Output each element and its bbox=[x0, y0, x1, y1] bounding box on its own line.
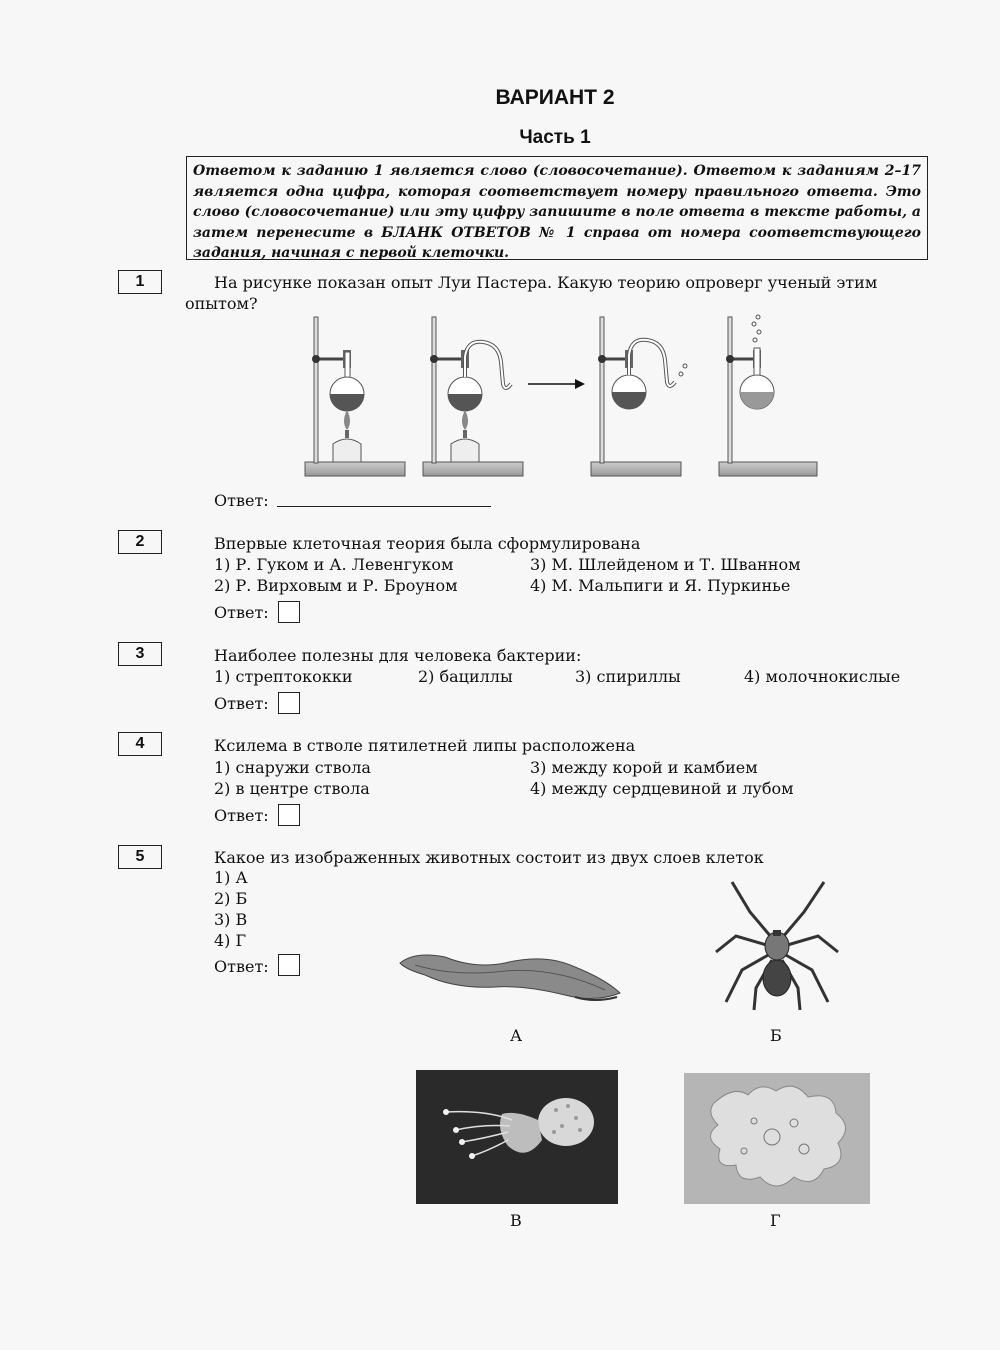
q1-text-line1: На рисунке показан опыт Луи Пастера. Какую теорию опроверг ученый этим bbox=[214, 273, 878, 292]
q5-option-2: 2) Б bbox=[214, 889, 248, 908]
q2-option-4: 4) М. Мальпиги и Я. Пуркинье bbox=[530, 576, 791, 595]
q3-text: Наиболее полезны для человека бактерии: bbox=[214, 646, 582, 665]
stand-2-swan-neck-boiling bbox=[423, 317, 523, 476]
instructions-text: Ответом к заданию 1 является слово (словосочетание). Ответом к заданиям 2–17 является одна цифра, которая соответствует номеру правильного ответа. Это слово (словосочетание) или эту цифру запишите в поле ответа в тексте работы, а затем перенесите в БЛАНК ОТВЕТОВ № 1 справа от номера соответствующего задания, начиная с первой клеточки. bbox=[193, 163, 921, 261]
q3-option-1: 1) стрептококки bbox=[214, 667, 353, 686]
q2-answer-box[interactable] bbox=[278, 601, 300, 623]
amoeba-image bbox=[684, 1073, 870, 1204]
q5-text: Какое из изображенных животных состоит из двух слоев клеток bbox=[214, 848, 764, 867]
q2-option-2: 2) Р. Вирховым и Р. Броуном bbox=[214, 576, 458, 595]
question-number-3: 3 bbox=[118, 642, 162, 666]
q4-option-1: 1) снаружи ствола bbox=[214, 758, 371, 777]
caption-v: В bbox=[510, 1211, 522, 1230]
caption-b: Б bbox=[770, 1026, 782, 1045]
q2-option-1: 1) Р. Гуком и А. Левенгуком bbox=[214, 555, 454, 574]
question-number-4: 4 bbox=[118, 732, 162, 756]
instructions-box bbox=[186, 156, 928, 260]
q2-option-3: 3) М. Шлейденом и Т. Шванном bbox=[530, 555, 801, 574]
flatworm-image bbox=[395, 945, 625, 1005]
q5-option-3: 3) В bbox=[214, 910, 248, 929]
q3-answer-box[interactable] bbox=[278, 692, 300, 714]
q4-answer-box[interactable] bbox=[278, 804, 300, 826]
q3-option-4: 4) молочнокислые bbox=[744, 667, 901, 686]
q2-text: Впервые клеточная теория была сформулирована bbox=[214, 534, 641, 553]
caption-g: Г bbox=[770, 1211, 781, 1230]
q5-option-1: 1) А bbox=[214, 868, 248, 887]
q5-answer-box[interactable] bbox=[278, 954, 300, 976]
q4-text: Ксилема в стволе пятилетней липы расположена bbox=[214, 736, 636, 755]
arrow-icon bbox=[528, 379, 585, 389]
q4-option-3: 3) между корой и камбием bbox=[530, 758, 758, 777]
q4-option-2: 2) в центре ствола bbox=[214, 779, 370, 798]
q4-option-4: 4) между сердцевиной и лубом bbox=[530, 779, 794, 798]
question-number-1: 1 bbox=[118, 270, 162, 294]
q5-option-4: 4) Г bbox=[214, 931, 247, 950]
q2-answer-label: Ответ: bbox=[214, 603, 269, 622]
spider-image bbox=[712, 878, 842, 1013]
jellyfish-image bbox=[416, 1070, 618, 1204]
q3-option-3: 3) спириллы bbox=[575, 667, 681, 686]
stand-4-broken-neck bbox=[719, 315, 817, 476]
question-number-5: 5 bbox=[118, 845, 162, 869]
q1-answer-line[interactable] bbox=[277, 506, 491, 507]
pasteur-experiment-figure bbox=[295, 312, 835, 482]
caption-a: А bbox=[510, 1026, 523, 1045]
part-title: Часть 1 bbox=[519, 127, 591, 148]
stand-3-swan-neck-cooled bbox=[591, 317, 687, 476]
q1-answer-label: Ответ: bbox=[214, 491, 269, 510]
q4-answer-label: Ответ: bbox=[214, 806, 269, 825]
stand-1-boiling bbox=[305, 317, 405, 476]
question-number-2: 2 bbox=[118, 530, 162, 554]
q3-option-2: 2) бациллы bbox=[418, 667, 513, 686]
variant-title: ВАРИАНТ 2 bbox=[495, 86, 615, 109]
q1-text-line2: опытом? bbox=[185, 294, 258, 313]
q5-answer-label: Ответ: bbox=[214, 957, 269, 976]
q3-answer-label: Ответ: bbox=[214, 694, 269, 713]
